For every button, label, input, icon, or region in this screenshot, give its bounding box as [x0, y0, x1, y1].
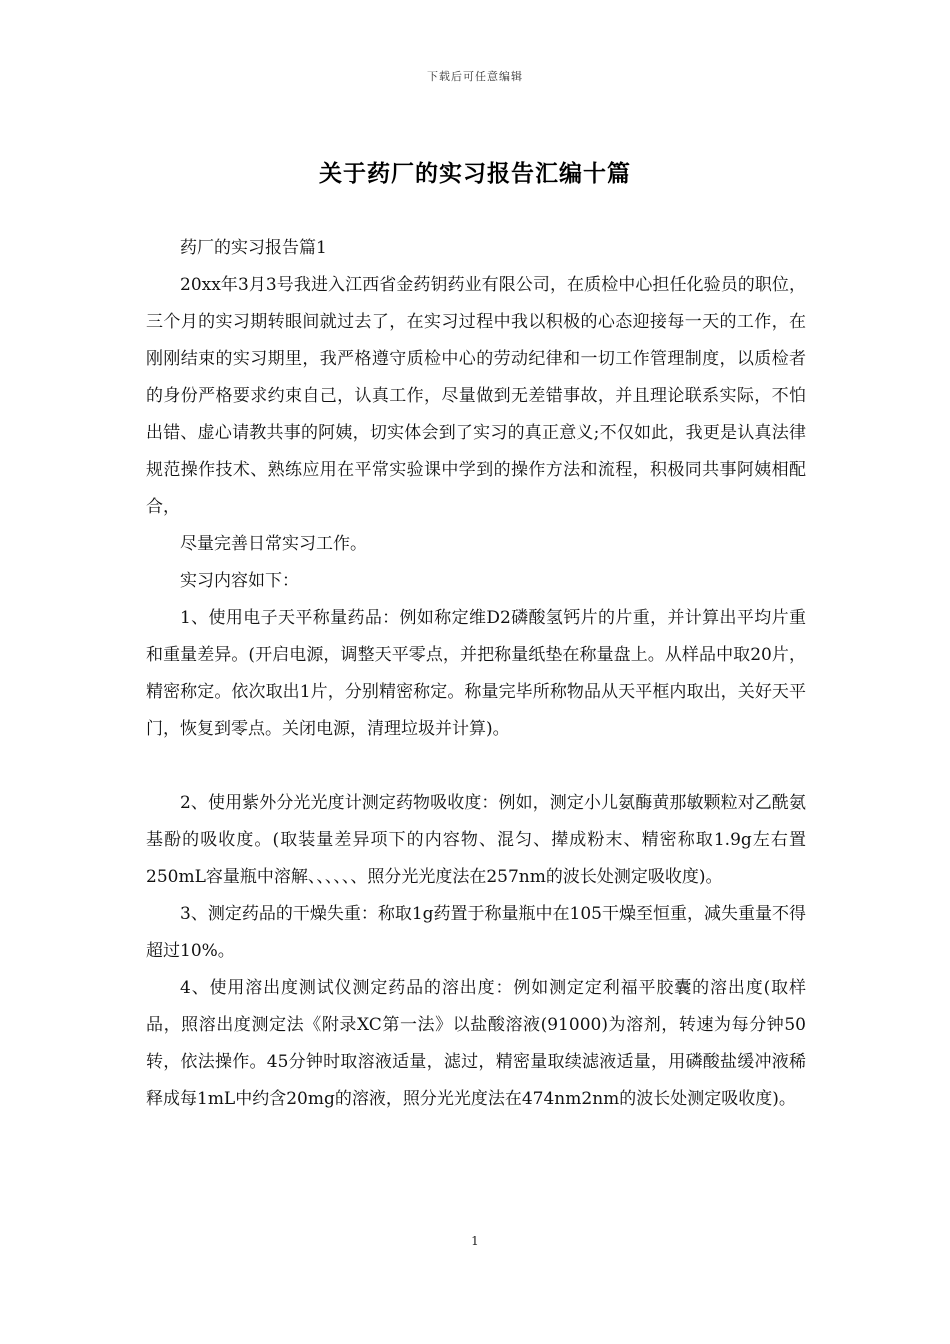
- list-item-3: 3、测定药品的干燥失重：称取1g药置于称量瓶中在105干燥至恒重，减失重量不得超过10%。: [146, 904, 806, 961]
- paragraph-continuation: 尽量完善日常实习工作。: [180, 534, 367, 554]
- paragraph-intro: 20xx年3月3号我进入江西省金药钥药业有限公司，在质检中心担任化验员的职位，三个月的实习期转眼间就过去了，在实习过程中我以积极的心态迎接每一天的工作，在刚刚结束的实习期里，我严格遵守质检中心的劳动纪律和一切工作管理制度，以质检者的身份严格要求约束自己，认真工作，尽量做到无差错事故，并且理论联系实际，不怕出错、虚心请教共事的阿姨，切实体会到了实习的真正意义;不仅如此，我更是认真法律规范操作技术、熟练应用在平常实验课中学到的操作方法和流程，积极同共事阿姨相配合，: [146, 275, 806, 517]
- list-item-4: 4、使用溶出度测试仪测定药品的溶出度：例如测定定利福平胶囊的溶出度(取样品，照溶出度测定法《附录XC第一法》以盐酸溶液(91000)为溶剂，转速为每分钟50转，依法操作。45分钟时取溶液适量，滤过，精密量取续滤液适量，用磷酸盐缓冲液稀释成每1mL中约含20mg的溶液，照分光光度法在474nm2nm的波长处测定吸收度)。: [146, 978, 806, 1109]
- list-item-1: 1、使用电子天平称量药品：例如称定维D2磷酸氢钙片的片重，并计算出平均片重和重量差异。(开启电源，调整天平零点，并把称量纸垫在称量盘上。从样品中取20片，精密称定。依次取出1片，分别精密称定。称量完毕所称物品从天平框内取出，关好天平门，恢复到零点。关闭电源，清理垃圾并计算)。: [146, 608, 806, 739]
- page-number: 1: [471, 1234, 479, 1248]
- blank-line: [146, 748, 806, 785]
- document-title: 关于药厂的实习报告汇编十篇: [319, 160, 631, 187]
- paragraph-content-heading: 实习内容如下：: [180, 571, 299, 591]
- list-item-2: 2、使用紫外分光光度计测定药物吸收度：例如，测定小儿氨酶黄那敏颗粒对乙酰氨基酚的吸收度。(取装量差异项下的内容物、混匀、撵成粉末、精密称取1.9g左右置250mL容量瓶中溶解、、、、、、照分光光度法在257nm的波长处测定吸收度)。: [146, 793, 806, 887]
- document-body: [146, 230, 806, 1118]
- page-header-note: 下载后可任意编辑: [427, 70, 523, 83]
- section-heading: 药厂的实习报告篇1: [180, 238, 327, 258]
